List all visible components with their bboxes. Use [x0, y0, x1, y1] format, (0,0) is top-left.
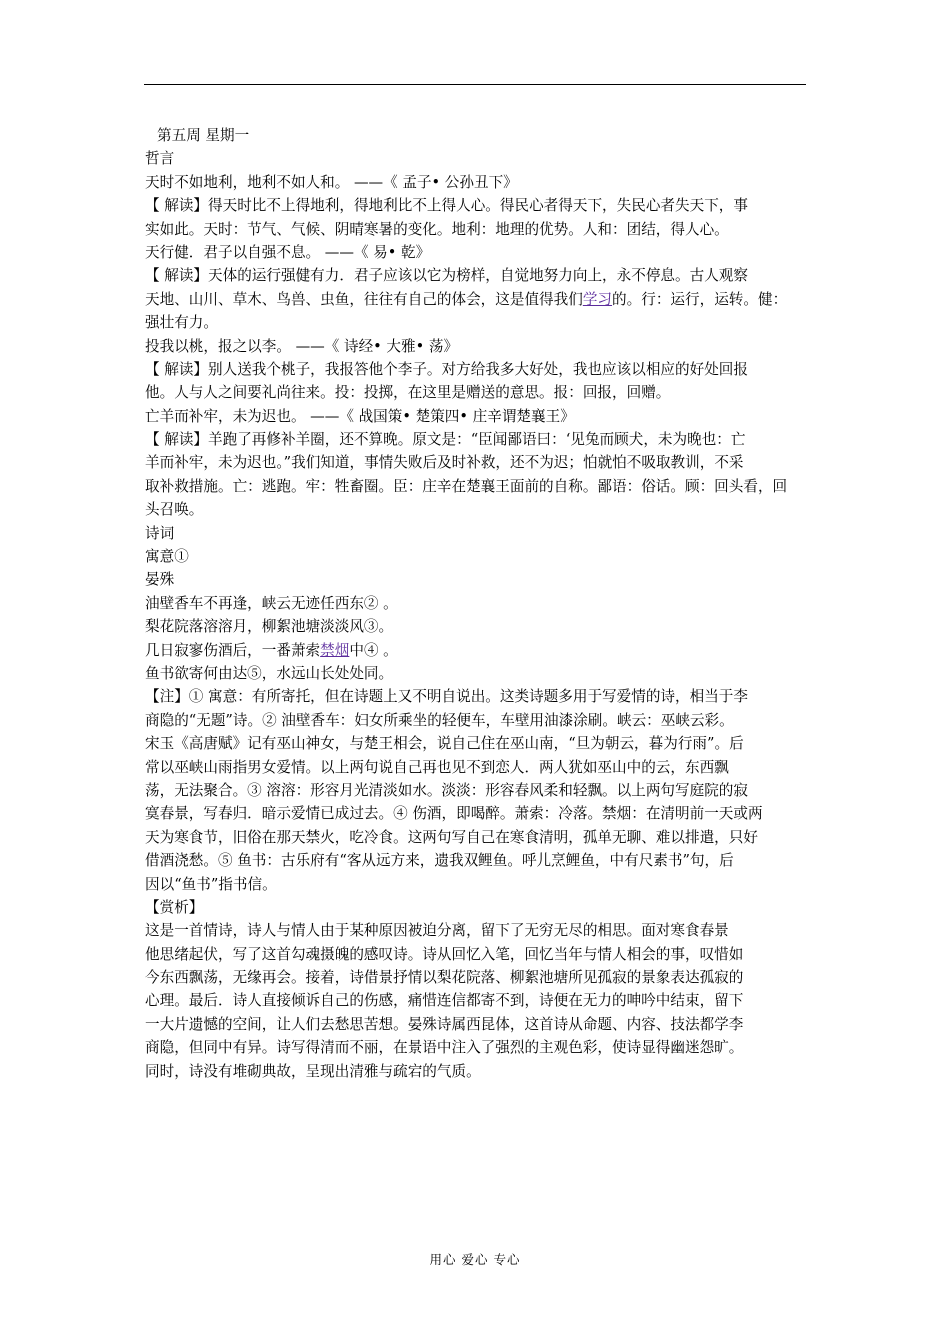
poem-line: 鱼书欲寄何由达⑤，水远山长处处同。	[145, 664, 394, 682]
maxim-quote: 天行健．君子以自强不息。 ——《 易• 乾》	[145, 243, 431, 261]
maxim-quote: 亡羊而补牢，未为迟也。 ——《 战国策• 楚策四• 庄辛谓楚襄王》	[145, 407, 575, 425]
section-heading-appreciation: 【赏析】	[145, 898, 204, 916]
maxim-explanation: 【 解读】得天时比不上得地利，得地利比不上得人心。得民心者得天下，失民心者失天下，事	[145, 197, 748, 215]
page-footer: 用心 爱心 专心	[429, 1252, 521, 1267]
note-line: 天为寒食节，旧俗在那天禁火，吃冷食。这两句写自己在寒食清明，孤单无聊、难以排遣，只好	[145, 828, 758, 846]
page-title: 第五周 星期一	[157, 127, 250, 144]
note-line: 商隐的“无题”诗。② 油壁香车：妇女所乘坐的轻便车，车壁用油漆涂刷。峡云：巫峡云彩。	[145, 711, 734, 729]
note-line: 因以“鱼书”指书信。	[145, 875, 277, 893]
link-jinyan[interactable]: 禁烟	[320, 641, 350, 659]
poem-line: 油壁香车不再逢，峡云无迹任西东② 。	[145, 594, 398, 612]
note-line: 借酒浇愁。⑤ 鱼书：古乐府有“客从远方来，遗我双鲤鱼。呼儿烹鲤鱼，中有尺素书”句，后	[145, 852, 734, 870]
poem-author: 晏殊	[145, 571, 175, 589]
poem-title: 寓意①	[145, 548, 189, 566]
text-span: 天地、山川、草木、鸟兽、虫鱼，往往有自己的体会，这是值得我们	[145, 290, 583, 308]
maxim-explanation: 强壮有力。	[145, 314, 218, 332]
document-body	[145, 124, 810, 1083]
appreciation-line: 今东西飘荡，无缘再会。接着，诗借景抒情以梨花院落、柳絮池塘所见孤寂的景象表达孤寂的	[145, 969, 744, 987]
note-line: 宋玉《高唐赋》记有巫山神女，与楚王相会，说自己住在巫山南，“旦为朝云，暮为行雨”。后	[145, 735, 744, 753]
appreciation-line: 这是一首情诗，诗人与情人由于某种原因被迫分离，留下了无穷无尽的相思。面对寒食春景	[145, 922, 729, 940]
maxim-explanation: 头召唤。	[145, 501, 204, 519]
maxim-explanation: 他。人与人之间要礼尚往来。投：投掷，在这里是赠送的意思。报：回报，回赠。	[145, 384, 671, 402]
appreciation-line: 他思绪起伏，写了这首勾魂摄魄的感叹诗。诗从回忆入笔，回忆当年与情人相会的事，叹惜如	[145, 945, 744, 963]
maxim-quote: 天时不如地利，地利不如人和。 ——《 孟子• 公孙丑下》	[145, 173, 518, 191]
text-span: 中④ 。	[349, 641, 398, 659]
maxim-explanation	[145, 288, 810, 311]
note-line: 荡，无法聚合。③ 溶溶：形容月光清淡如水。淡淡：形容春风柔和轻飘。以上两句写庭院的寂	[145, 781, 748, 799]
maxim-quote: 投我以桃，报之以李。 ——《 诗经• 大雅• 荡》	[145, 337, 459, 355]
note-line: 常以巫峡山雨指男女爱情。以上两句说自己再也见不到恋人．两人犹如巫山中的云，东西飘	[145, 758, 729, 776]
appreciation-line: 商隐，但同中有异。诗写得清而不丽，在景语中注入了强烈的主观色彩，使诗显得幽迷怨旷。	[145, 1039, 744, 1057]
poem-line: 梨花院落溶溶月，柳絮池塘淡淡风③。	[145, 618, 394, 636]
poem-line	[145, 639, 810, 662]
text-span: 的。行：运行，运转。健：	[612, 290, 788, 308]
appreciation-line: 一大片遗憾的空间，让人们去愁思苦想。晏殊诗属西昆体，这首诗从命题、内容、技法都学李	[145, 1015, 744, 1033]
appreciation-line: 同时，诗没有堆砌典故，呈现出清雅与疏宕的气质。	[145, 1062, 481, 1080]
maxim-explanation: 羊而补牢，未为迟也。”我们知道，事情失败后及时补救，还不为迟；怕就怕不吸取教训，不采	[145, 454, 744, 472]
maxim-explanation: 【 解读】羊跑了再修补羊圈，还不算晚。原文是：“臣闻鄙语曰：‘见兔而顾犬，未为晚也：亡	[145, 431, 746, 449]
link-study[interactable]: 学习	[582, 290, 613, 308]
note-line: 寞春景，写春归．暗示爱情已成过去。④ 伤酒，即喝醉。萧索：冷落。禁烟：在清明前一天或两	[145, 805, 763, 823]
header-rule	[144, 84, 806, 85]
maxim-explanation: 【 解读】天体的运行强健有力．君子应该以它为榜样，自觉地努力向上，永不停息。古人观察	[145, 267, 748, 285]
text-span: 几日寂寥伤酒后，一番萧索	[145, 641, 321, 659]
appreciation-line: 心理。最后．诗人直接倾诉自己的伤感，痛惜连信都寄不到，诗便在无力的呻吟中结束，留下	[145, 992, 744, 1010]
section-heading-maxims: 哲言	[145, 150, 175, 168]
maxim-explanation: 实如此。天时：节气、气候、阴晴寒暑的变化。地利：地理的优势。人和：团结，得人心。	[145, 220, 729, 238]
section-heading-poem: 诗词	[145, 524, 175, 542]
maxim-explanation: 【 解读】别人送我个桃子，我报答他个李子。对方给我多大好处，我也应该以相应的好处回报	[145, 360, 748, 378]
maxim-explanation: 取补救措施。亡：逃跑。牢：牲畜圈。臣：庄辛在楚襄王面前的自称。鄙语：俗话。顾：回头看，回	[145, 477, 788, 495]
note-line: 【注】① 寓意：有所寄托，但在诗题上又不明自说出。这类诗题多用于写爱情的诗，相当于李	[145, 688, 748, 706]
